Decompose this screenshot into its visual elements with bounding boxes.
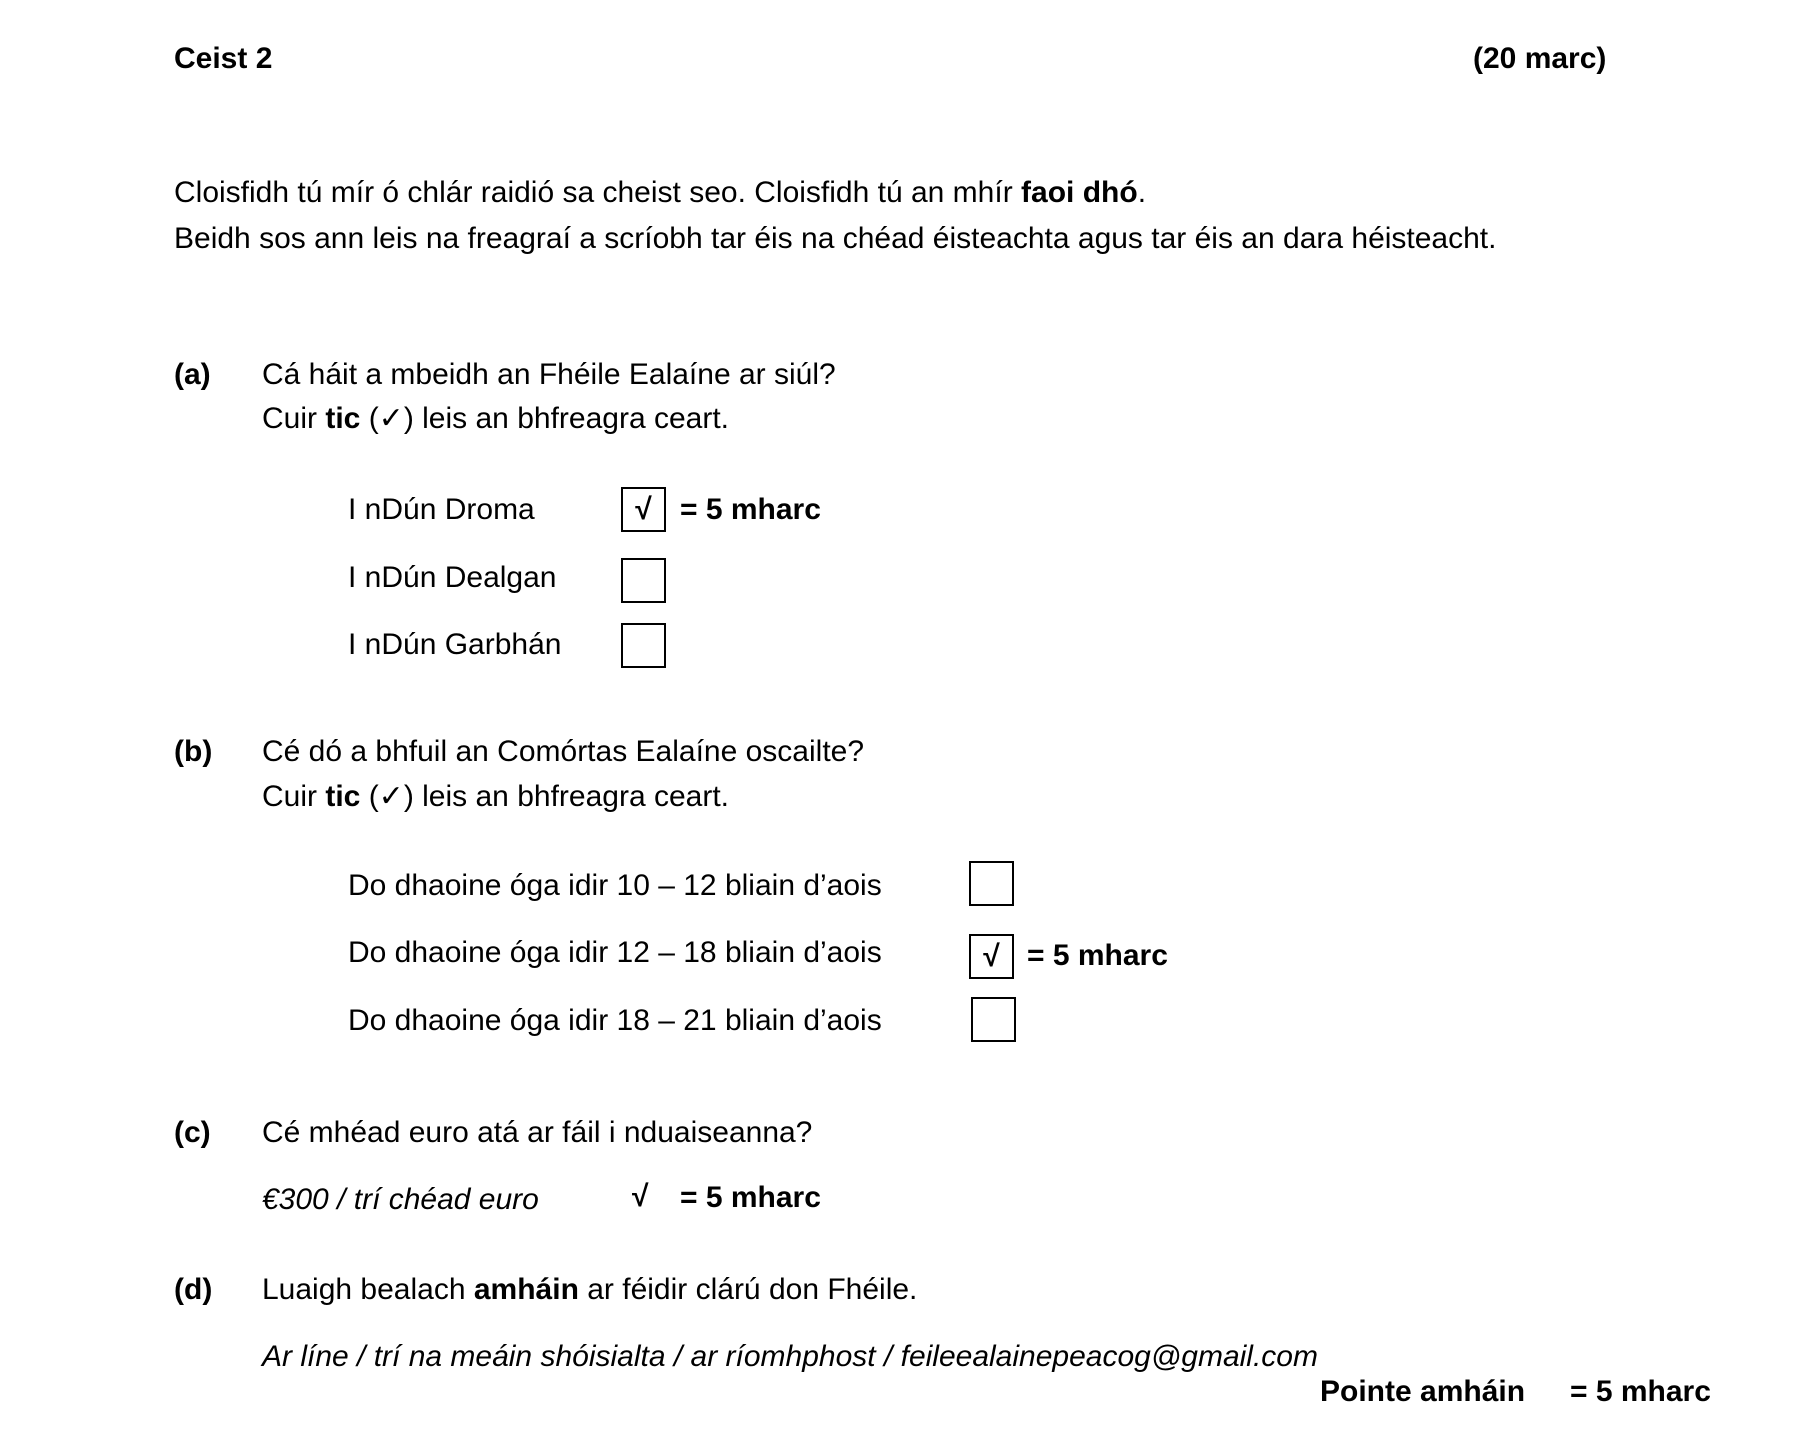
option-a-1-award: = 5 mharc: [680, 493, 821, 526]
check-mark-icon: √: [983, 939, 1000, 973]
question-emphasis: amháin: [473, 1273, 579, 1306]
question-d-answer: Ar líne / trí na meáin shóisialta / ar ríomhphost / feileealainepeacog@gmail.com: [262, 1340, 1318, 1373]
question-a-instruction: [262, 401, 729, 437]
option-b-3-checkbox[interactable]: [971, 997, 1016, 1042]
option-a-1-checkbox[interactable]: [621, 487, 666, 532]
question-d-award: = 5 mharc: [1570, 1375, 1711, 1408]
question-b-text: Cé dó a bhfuil an Comórtas Ealaíne oscailte?: [262, 735, 865, 768]
option-b-3-label: Do dhaoine óga idir 18 – 21 bliain d’aois: [348, 1004, 882, 1037]
intro-emphasis: faoi dhó: [1021, 176, 1138, 209]
question-a-text: Cá háit a mbeidh an Fhéile Ealaíne ar siúl?: [262, 358, 836, 391]
question-d-text: [262, 1272, 917, 1308]
option-b-1-checkbox[interactable]: [969, 861, 1014, 906]
intro-line-2: Beidh sos ann leis na freagraí a scríobh tar éis na chéad éisteachta agus tar éis an dara héisteacht.: [174, 222, 1497, 255]
question-b-label: (b): [174, 735, 213, 768]
question-c-label: (c): [174, 1116, 211, 1149]
instruction-emphasis: tic: [325, 780, 361, 813]
option-b-2-checkbox[interactable]: [969, 934, 1014, 979]
intro-period: .: [1137, 176, 1147, 209]
option-a-2-checkbox[interactable]: [621, 558, 666, 603]
instruction-text-suffix: (✓) leis an bhfreagra ceart.: [360, 780, 729, 813]
option-a-2-label: I nDún Dealgan: [348, 561, 557, 594]
question-text: Luaigh bealach: [262, 1273, 474, 1306]
instruction-text: Cuir: [262, 402, 326, 435]
intro-text: Cloisfidh tú mír ó chlár raidió sa cheist seo. Cloisfidh tú an mhír: [174, 176, 1022, 209]
total-marks: (20 marc): [1473, 42, 1607, 75]
instruction-emphasis: tic: [325, 402, 361, 435]
option-b-2-award: = 5 mharc: [1027, 939, 1168, 972]
check-mark-icon: √: [632, 1180, 649, 1213]
question-c-text: Cé mhéad euro atá ar fáil i nduaiseanna?: [262, 1116, 813, 1149]
check-mark-icon: √: [635, 492, 652, 526]
option-b-2-label: Do dhaoine óga idir 12 – 18 bliain d’aois: [348, 936, 882, 969]
intro-line-1: [174, 175, 1146, 211]
question-d-label: (d): [174, 1273, 213, 1306]
question-text-suffix: ar féidir clárú don Fhéile.: [578, 1273, 918, 1306]
question-title: Ceist 2: [174, 42, 273, 75]
question-a-label: (a): [174, 358, 211, 391]
question-d-award-label: Pointe amháin: [1320, 1375, 1526, 1408]
question-b-instruction: [262, 779, 729, 815]
instruction-text: Cuir: [262, 780, 326, 813]
option-a-3-label: I nDún Garbhán: [348, 628, 562, 661]
instruction-text-suffix: (✓) leis an bhfreagra ceart.: [360, 402, 729, 435]
option-a-3-checkbox[interactable]: [621, 623, 666, 668]
option-b-1-label: Do dhaoine óga idir 10 – 12 bliain d’aois: [348, 869, 882, 902]
option-a-1-label: I nDún Droma: [348, 493, 535, 526]
question-c-award: = 5 mharc: [680, 1181, 821, 1214]
question-c-answer: €300 / trí chéad euro: [262, 1183, 539, 1216]
